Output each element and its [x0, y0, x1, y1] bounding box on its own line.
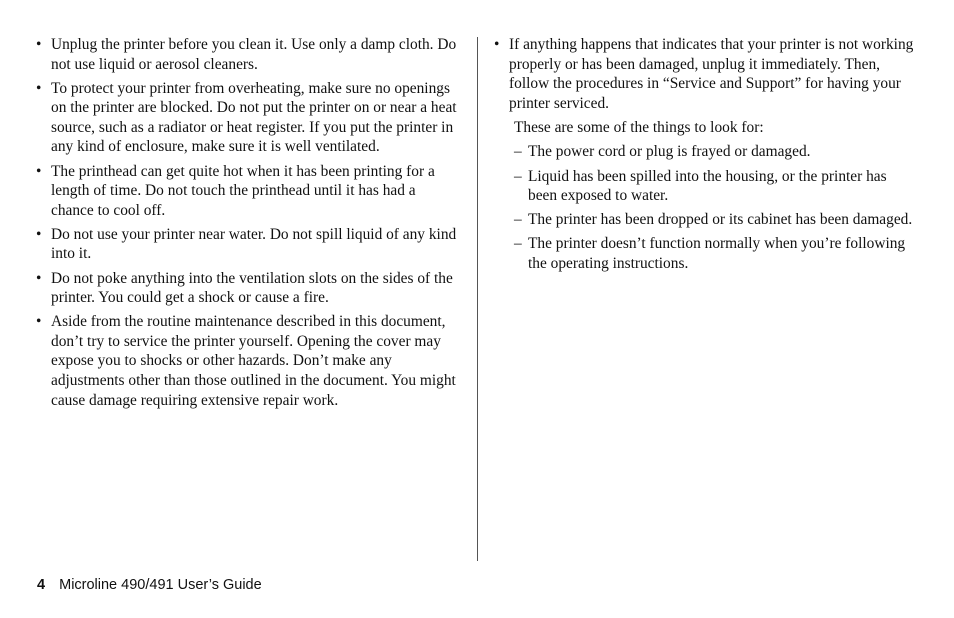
- bullet-text: Unplug the printer before you clean it. Use only a damp cloth. Do not use liquid or aerosol cleaners.: [51, 36, 457, 73]
- dash-item: [514, 234, 918, 273]
- dash-text: Liquid has been spilled into the housing, or the printer has been exposed to water.: [528, 167, 887, 205]
- dash-item: [514, 210, 918, 230]
- bullet-mark: •: [36, 313, 42, 331]
- page-number: 4: [37, 577, 46, 593]
- checklist-intro: These are some of the things to look for:: [514, 118, 764, 136]
- bullet-mark: •: [36, 162, 42, 180]
- dash-mark: –: [514, 211, 522, 229]
- document-title: Microline 490/491 User’s Guide: [59, 577, 262, 593]
- column-divider: [477, 37, 478, 561]
- dash-mark: –: [514, 143, 522, 161]
- dash-item: [514, 142, 918, 162]
- bullet-text: If anything happens that indicates that your printer is not working properly or has been damaged, unplug it immediately. Then, follow the procedures in “Service and Support” for having your printer serviced.: [509, 36, 914, 112]
- bullet-mark: •: [36, 269, 42, 287]
- dash-text: The printer doesn’t function normally when you’re following the operating instructions.: [528, 235, 906, 272]
- bullet-mark: •: [36, 79, 42, 97]
- bullet-text: Aside from the routine maintenance described in this document, don’t try to service the printer yourself. Opening the cover may expose you to shocks or other hazards. Don’t make any adjustments other than those outlined in the document. You might cause damage requiring extensive repair work.: [51, 313, 456, 409]
- dash-text: The printer has been dropped or its cabinet has been damaged.: [528, 211, 913, 229]
- bullet-item: [36, 312, 461, 410]
- bullet-item: [36, 269, 461, 308]
- dash-text: The power cord or plug is frayed or damaged.: [528, 143, 811, 161]
- bullet-text: The printhead can get quite hot when it has been printing for a length of time. Do not touch the printhead until it has had a chance to cool off.: [51, 162, 435, 219]
- bullet-text: Do not use your printer near water. Do not spill liquid of any kind into it.: [51, 225, 457, 263]
- bullet-text: To protect your printer from overheating, make sure no openings on the printer are blocked. Do not put the printer on or near a heat source, such as a radiator or heat register. If you put the printer in any kind of enclosure, make sure it is well ventilated.: [51, 79, 457, 156]
- bullet-item: [494, 35, 918, 113]
- bullet-mark: •: [36, 225, 42, 243]
- bullet-mark: •: [494, 36, 500, 53]
- bullet-item: [36, 79, 461, 157]
- bullet-item: [36, 225, 461, 264]
- dash-mark: –: [514, 235, 522, 253]
- dash-mark: –: [514, 167, 522, 185]
- bullet-item: [36, 35, 461, 74]
- page-footer: [37, 576, 262, 594]
- right-column: [494, 35, 918, 278]
- bullet-text: Do not poke anything into the ventilation slots on the sides of the printer. You could get a shock or cause a fire.: [51, 269, 453, 307]
- dash-item: [514, 167, 918, 206]
- bullet-item: [36, 162, 461, 221]
- bullet-mark: •: [36, 36, 42, 53]
- left-column: [36, 35, 461, 415]
